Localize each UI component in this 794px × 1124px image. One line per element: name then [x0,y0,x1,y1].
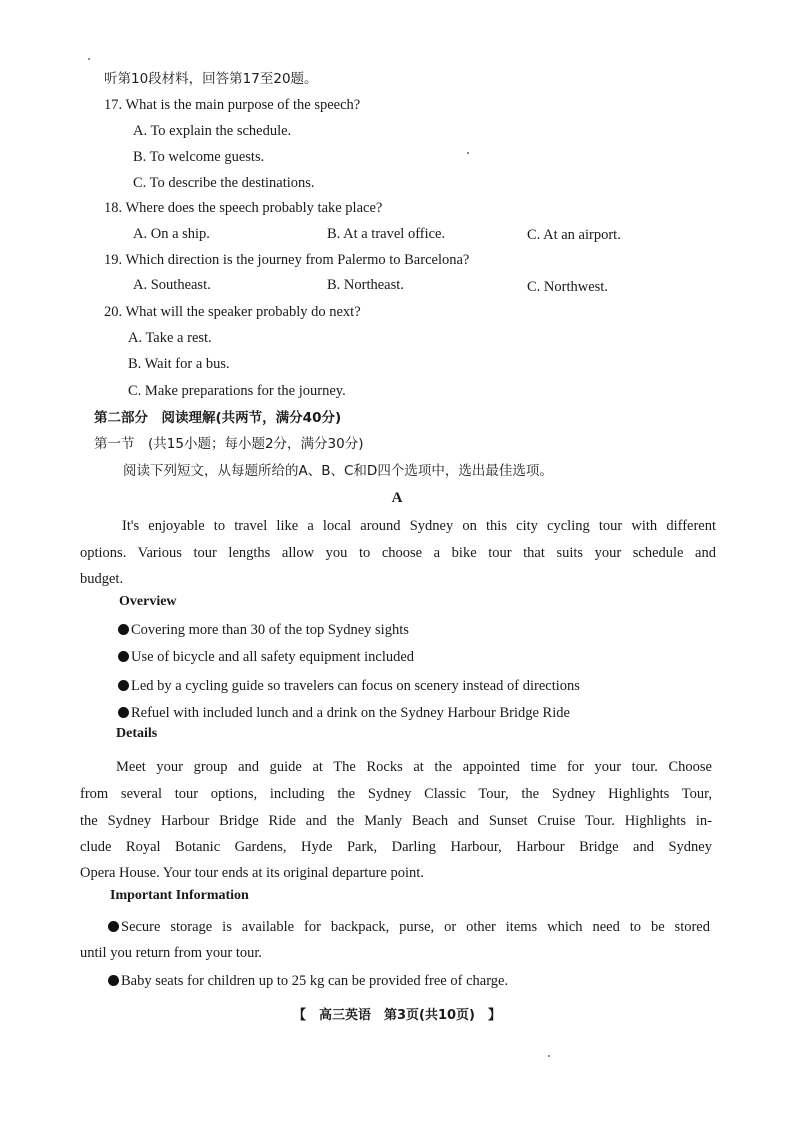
info-heading: Important Information [110,888,249,903]
question-19-option-c: C. Northwest. [527,279,608,295]
scan-speck [88,58,90,60]
reading-instruction: 阅读下列短文，从每题所给的A、B、C和D四个选项中，选出最佳选项。 [123,463,553,479]
question-18-stem: 18. Where does the speech probably take place? [104,200,383,216]
overview-item [118,677,580,695]
scan-speck [467,152,469,154]
details-heading: Details [116,726,158,741]
passage-intro-line-1: It's enjoyable to travel like a local around Sydney on this city cycling tour with different [122,518,716,534]
details-line-4: clude Royal Botanic Gardens, Hyde Park, Darling Harbour, Harbour Bridge and Sydney [80,839,712,855]
question-20-stem: 20. What will the speaker probably do next? [104,304,361,320]
bullet-icon [118,680,129,691]
question-20-option-a: A. Take a rest. [128,330,212,346]
question-20-option-b: B. Wait for a bus. [128,356,230,372]
bullet-icon [108,921,119,932]
info-item-1-text: Secure storage is available for backpack, purse, or other items which need to be stored [121,919,710,935]
question-17-option-b: B. To welcome guests. [133,149,265,165]
scan-speck [548,1055,550,1057]
passage-intro-line-2: options. Various tour lengths allow you to choose a bike tour that suits your schedule and [80,545,716,561]
passage-intro-line-3: budget. [80,571,124,587]
question-19-option-a: A. Southeast. [133,277,211,293]
overview-item-text: Covering more than 30 of the top Sydney sights [131,622,409,638]
bullet-icon [118,707,129,718]
reading-section-title: 第一节 (共15小题；每小题2分，满分30分) [94,436,364,452]
overview-item-text: Use of bicycle and all safety equipment included [131,649,415,665]
info-item-1-line-1 [80,914,710,941]
details-line-2: from several tour options, including the Sydney Classic Tour, the Sydney Highlights Tour, [80,786,712,802]
info-item-2-text: Baby seats for children up to 25 kg can be provided free of charge. [121,973,509,989]
bullet-icon [118,624,129,635]
overview-item [118,621,409,639]
details-line-3: the Sydney Harbour Bridge Ride and the Manly Beach and Sunset Cruise Tour. Highlights in- [80,813,712,829]
question-17-option-c: C. To describe the destinations. [133,175,315,191]
question-20-option-c: C. Make preparations for the journey. [128,383,346,399]
bullet-icon [118,651,129,662]
reading-part-title: 第二部分 阅读理解(共两节，满分40分) [94,410,342,426]
question-18-option-a: A. On a ship. [133,226,210,242]
passage-label: A [391,490,403,506]
question-17-option-a: A. To explain the schedule. [133,123,292,139]
question-19-option-b: B. Northeast. [327,277,404,293]
question-18-option-c: C. At an airport. [527,227,621,243]
overview-item-text: Led by a cycling guide so travelers can focus on scenery instead of directions [131,678,580,694]
details-line-1: Meet your group and guide at The Rocks at the appointed time for your tour. Choose [116,759,712,775]
question-18-option-b: B. At a travel office. [327,226,446,242]
page-footer: 【 高三英语 第3页(共10页) 】 [292,1008,502,1023]
overview-heading: Overview [119,594,177,609]
question-19-stem: 19. Which direction is the journey from Palermo to Barcelona? [104,252,470,268]
overview-item [118,648,414,666]
overview-item-text: Refuel with included lunch and a drink on the Sydney Harbour Bridge Ride [131,705,570,721]
listening-intro: 听第10段材料，回答第17至20题。 [104,71,318,87]
bullet-icon [108,975,119,986]
overview-item [118,704,570,722]
details-line-5: Opera House. Your tour ends at its original departure point. [80,865,424,881]
question-17-stem: 17. What is the main purpose of the speech? [104,97,361,113]
info-item-1-line-2: until you return from your tour. [80,945,263,961]
info-item-2 [108,972,508,990]
